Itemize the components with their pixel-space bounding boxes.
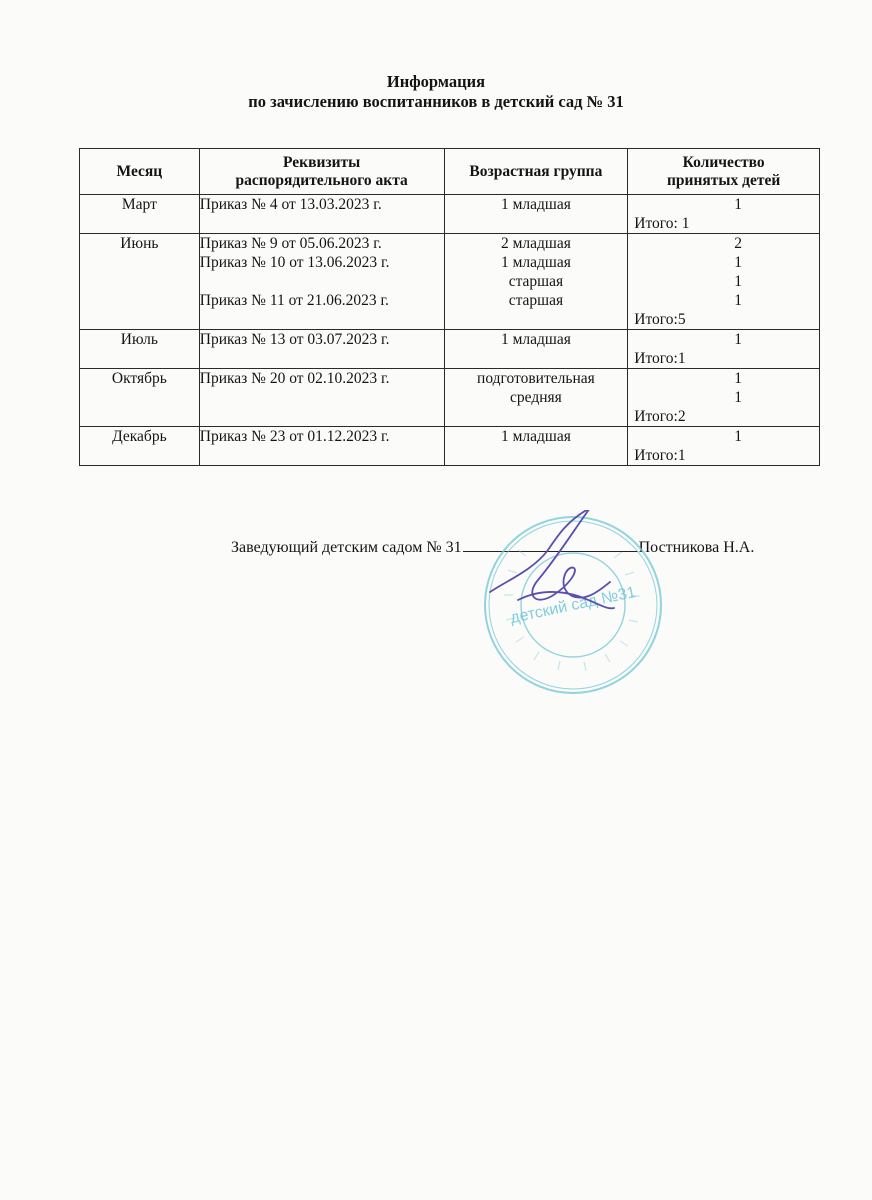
table-row xyxy=(80,427,820,466)
total-label: Итого: 1 xyxy=(634,215,690,232)
groups-cell: 2 младшая 1 младшая старшая старшая xyxy=(444,234,628,330)
total-label: Итого:2 xyxy=(634,408,686,425)
month-cell: Июль xyxy=(80,330,200,369)
groups-cell: 1 младшая xyxy=(444,195,628,234)
signature-scribble xyxy=(490,510,614,608)
counts-cell: 2 1 1 1 Итого:5 xyxy=(628,234,820,330)
groups-cell: 1 младшая xyxy=(444,330,628,369)
orders-cell: Приказ № 13 от 03.07.2023 г. xyxy=(199,330,444,369)
table-header-row xyxy=(80,149,820,195)
counts-cell: 1 Итого:1 xyxy=(628,330,820,369)
groups-cell: 1 младшая xyxy=(444,427,628,466)
header-act: Реквизиты распорядительного акта xyxy=(199,149,444,195)
month-cell: Октябрь xyxy=(80,369,200,427)
table-row xyxy=(80,369,820,427)
table-row xyxy=(80,195,820,234)
total-label: Итого:1 xyxy=(634,350,686,367)
counts-cell: 1 1 Итого:2 xyxy=(628,369,820,427)
orders-cell: Приказ № 4 от 13.03.2023 г. xyxy=(199,195,444,234)
counts-cell: 1 Итого:1 xyxy=(628,427,820,466)
orders-cell: Приказ № 23 от 01.12.2023 г. xyxy=(199,427,444,466)
month-cell: Декабрь xyxy=(80,427,200,466)
document-title xyxy=(0,72,872,112)
table-row xyxy=(80,330,820,369)
title-line-2: по зачислению воспитанников в детский сад № 31 xyxy=(248,92,624,111)
round-stamp xyxy=(478,510,668,700)
counts-cell: 1 Итого: 1 xyxy=(628,195,820,234)
stamp-text: детский сад №31 xyxy=(508,583,638,628)
month-cell: Июнь xyxy=(80,234,200,330)
month-cell: Март xyxy=(80,195,200,234)
groups-cell: подготовительная средняя xyxy=(444,369,628,427)
total-label: Итого:5 xyxy=(634,311,686,328)
signatory-position: Заведующий детским садом № 31 xyxy=(231,539,462,556)
total-label: Итого:1 xyxy=(634,447,686,464)
header-count: Количество принятых детей xyxy=(628,149,820,195)
table-row xyxy=(80,234,820,330)
header-group: Возрастная группа xyxy=(444,149,628,195)
header-month: Месяц xyxy=(80,149,200,195)
orders-cell: Приказ № 9 от 05.06.2023 г. Приказ № 10 от 13.06.2023 г. Приказ № 11 от 21.06.2023 г. xyxy=(199,234,444,330)
orders-cell: Приказ № 20 от 02.10.2023 г. xyxy=(199,369,444,427)
signatory-name: Постникова Н.А. xyxy=(638,539,755,556)
enrollment-table xyxy=(79,148,820,466)
title-line-1: Информация xyxy=(386,72,486,91)
